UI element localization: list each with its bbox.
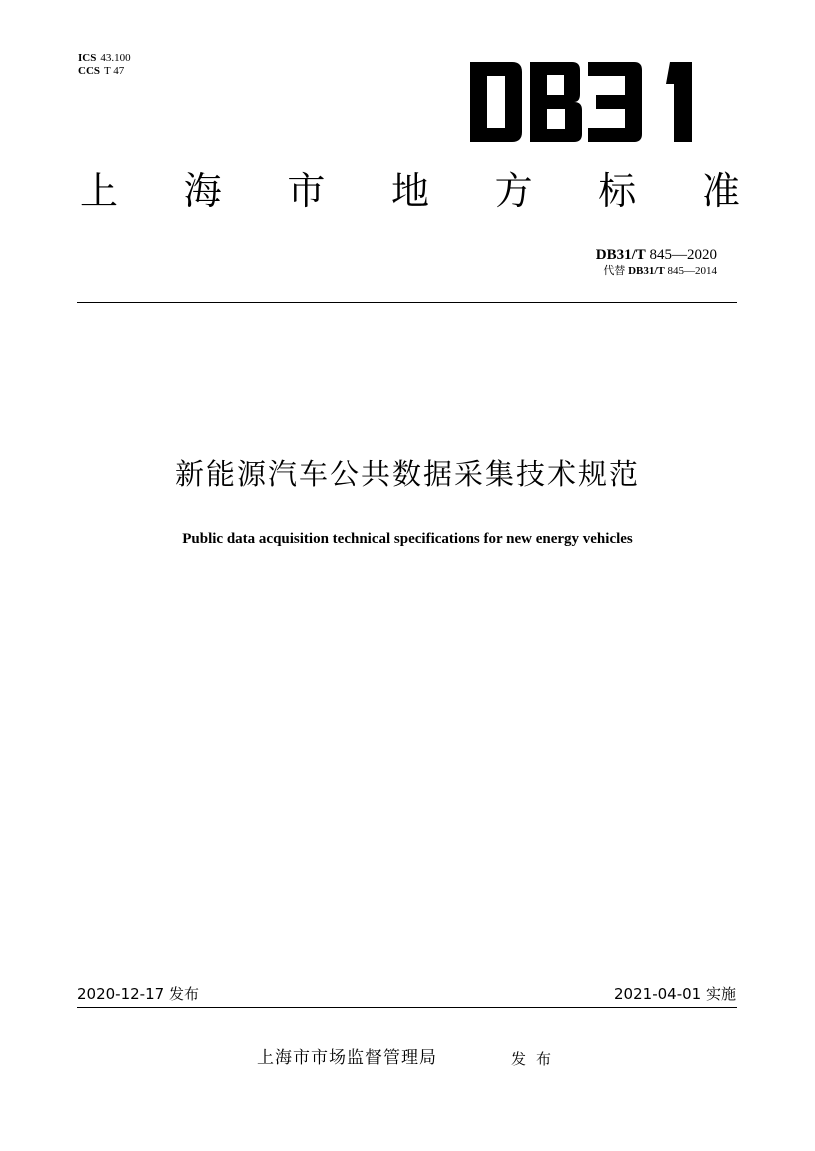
ics-label: ICS: [78, 52, 97, 64]
standard-type-char: 上: [80, 169, 119, 213]
standard-type-char: 标: [598, 169, 637, 213]
classification-block: [78, 52, 131, 78]
db31-logo-glyphs: [470, 62, 692, 142]
standard-type-char: 海: [183, 169, 222, 213]
replaces-prefix: DB31/T: [628, 265, 665, 277]
ccs-line: [78, 65, 131, 78]
ccs-code: T 47: [104, 65, 125, 77]
implementation-date-line: [614, 984, 736, 1004]
implementation-date: 2021-04-01: [614, 985, 702, 1003]
ics-line: [78, 52, 131, 65]
standard-number-prefix: DB31/T: [595, 247, 646, 263]
standard-type-char: 方: [494, 169, 533, 213]
standard-type-char: 地: [390, 169, 429, 213]
ccs-label: CCS: [78, 65, 101, 77]
implementation-label: 实施: [705, 985, 736, 1003]
ics-code: 43.100: [100, 52, 131, 64]
publisher-name: 上海市市场监督管理局: [257, 1048, 437, 1068]
standard-number-block: [596, 247, 717, 278]
title-chinese: 新能源汽车公共数据采集技术规范: [174, 457, 640, 491]
replaces-label: 代替: [603, 264, 626, 277]
publish-action: 发布: [511, 1050, 562, 1068]
replaces-line: [596, 264, 717, 278]
standard-number-value: 845—2020: [649, 247, 717, 263]
standard-type-char: 准: [701, 169, 740, 213]
title-english: Public data acquisition technical specifications for new energy vehicles: [182, 531, 633, 547]
standard-type-heading: [80, 166, 740, 216]
replaces-number: 845—2014: [667, 265, 717, 277]
top-divider: [77, 302, 737, 303]
standard-number: [596, 247, 717, 264]
db31-logo: [470, 62, 692, 142]
issue-date-line: [77, 984, 199, 1004]
standard-type-char: 市: [287, 169, 326, 213]
issue-date: 2020-12-17: [77, 985, 165, 1003]
bottom-divider: [77, 1007, 737, 1008]
issue-label: 发布: [168, 985, 199, 1003]
